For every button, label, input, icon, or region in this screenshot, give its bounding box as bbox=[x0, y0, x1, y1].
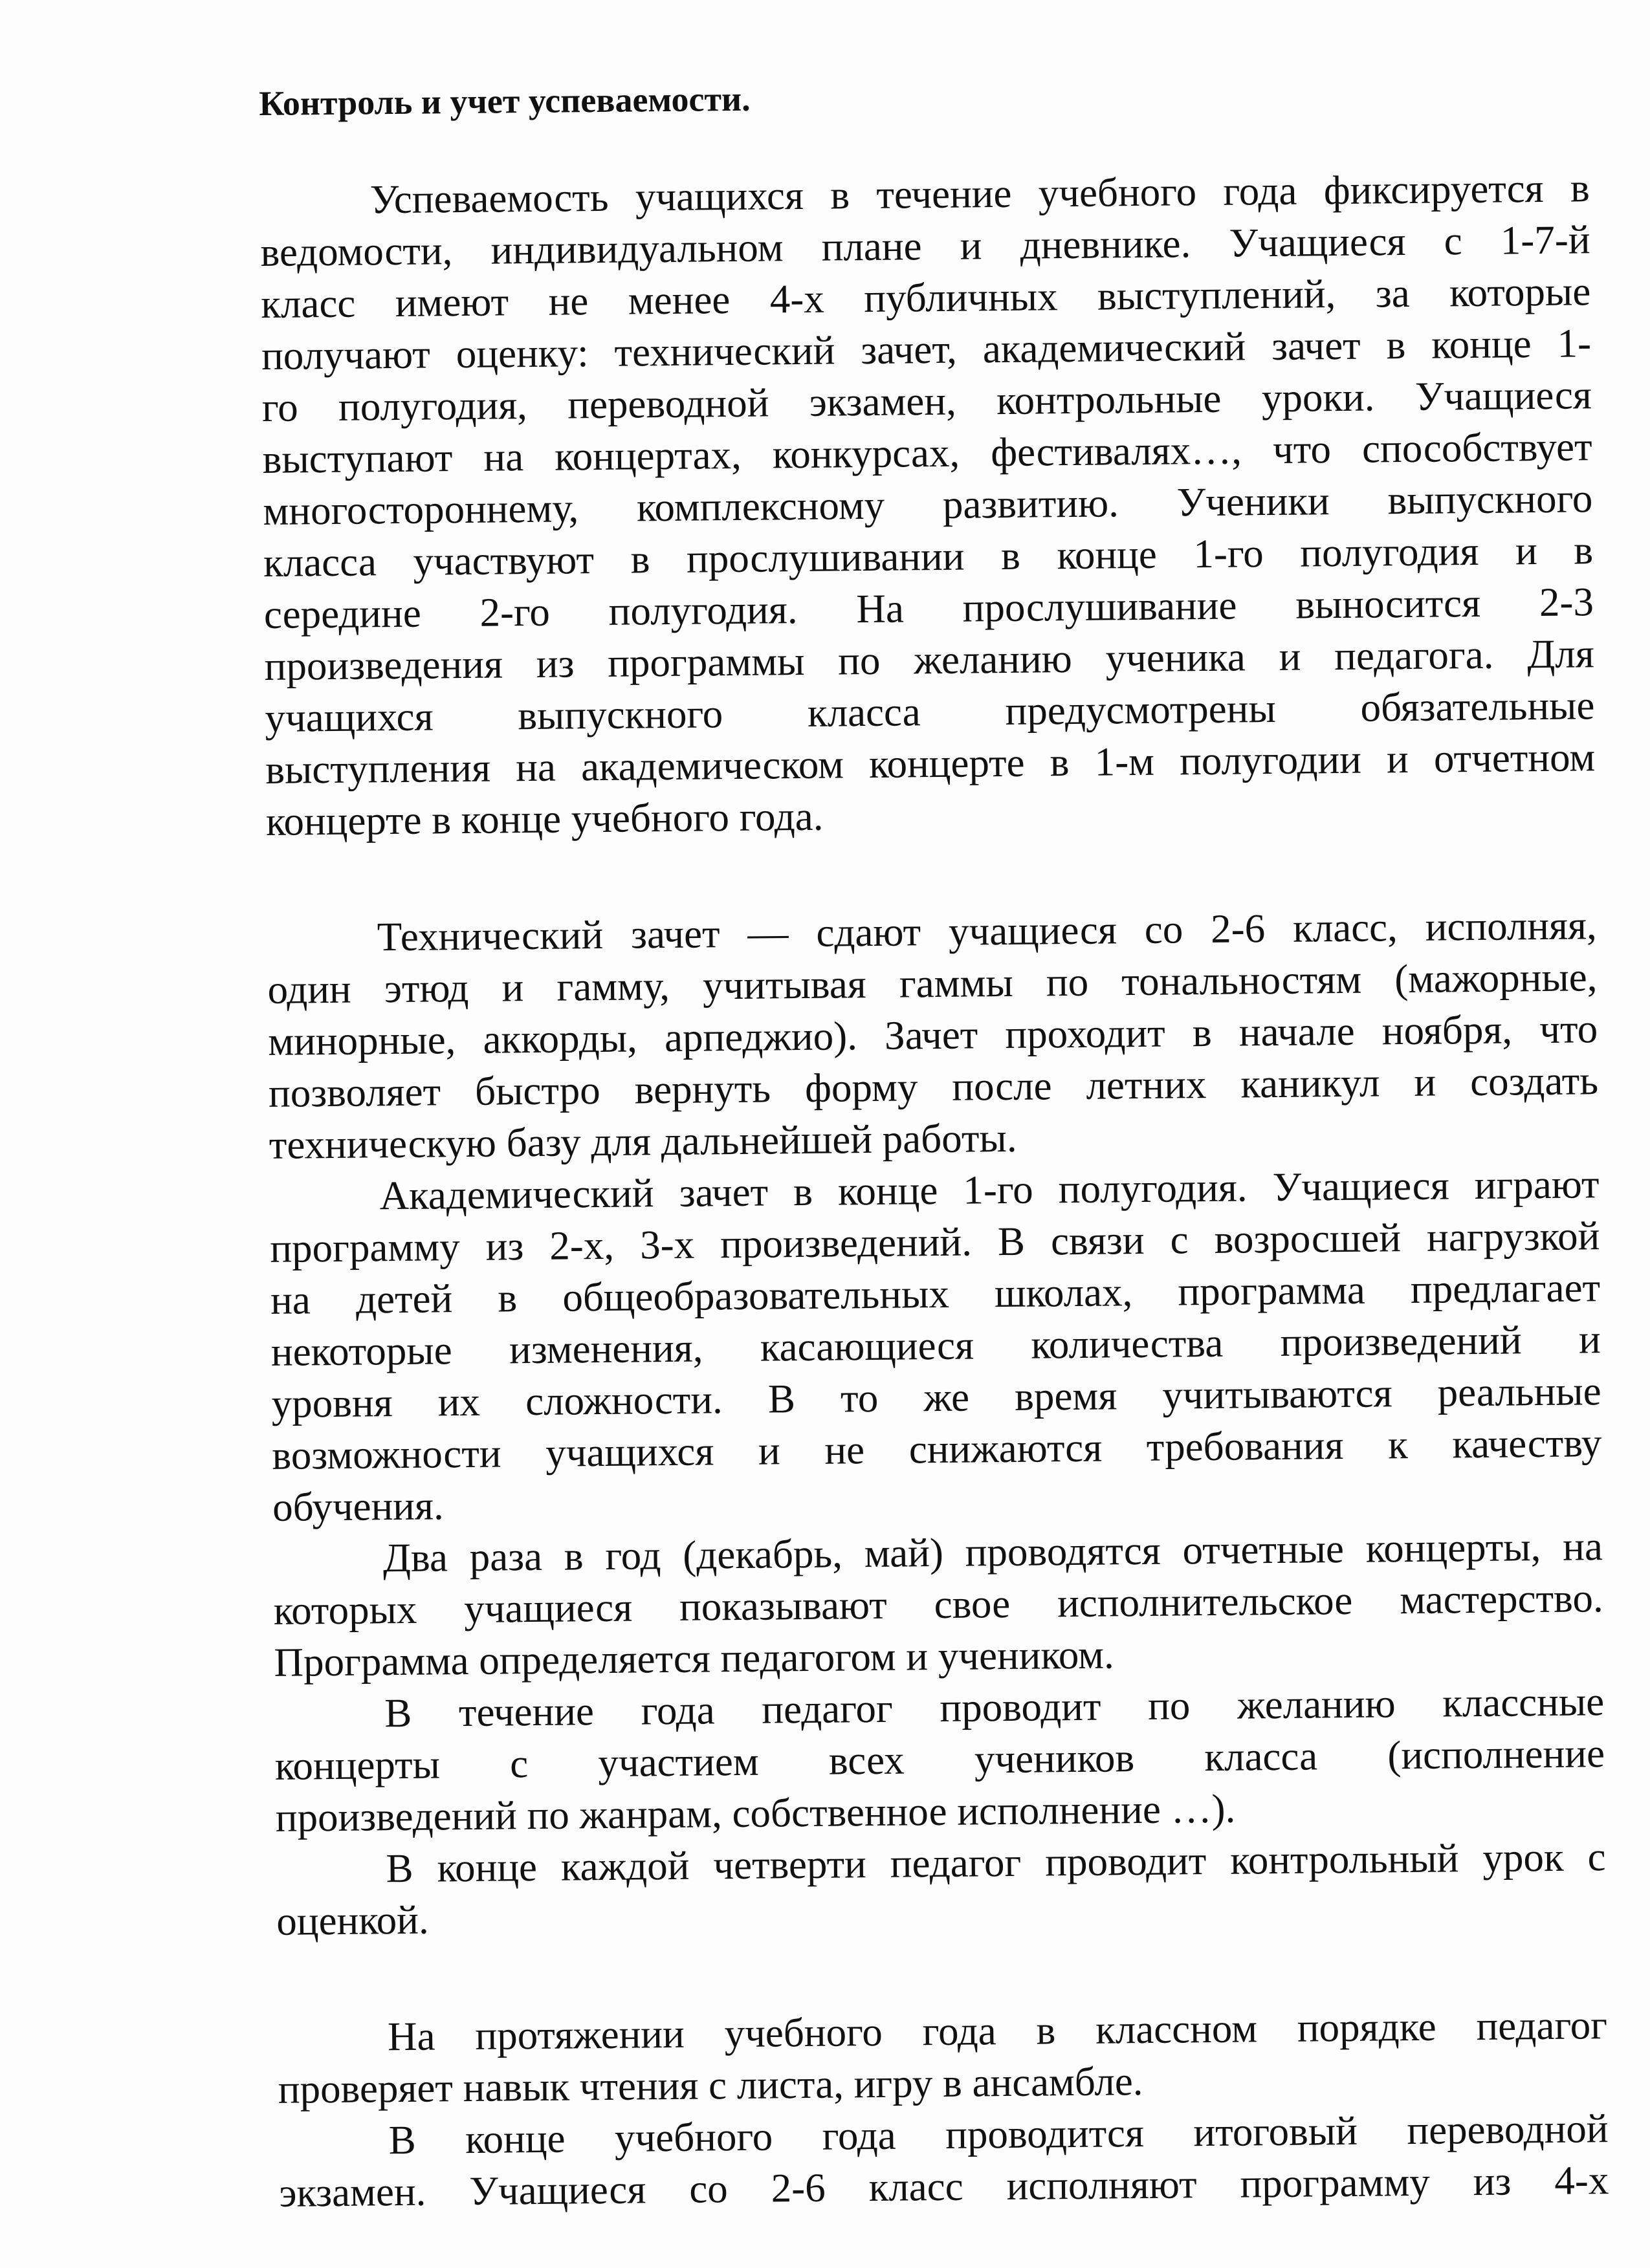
paragraph-final-exam bbox=[278, 2102, 1609, 2219]
text-line: Технический зачет — сдают учащиеся со 2-6 класс, исполняя, bbox=[377, 902, 1598, 960]
text-line: класс имеют не менее 4-х публичных выступлений, за которые bbox=[261, 268, 1591, 327]
document-body bbox=[259, 65, 1609, 2219]
paragraph-report-concerts bbox=[273, 1520, 1604, 1688]
text-line: которых учащиеся показывают свое исполнительское мастерство. bbox=[273, 1575, 1603, 1633]
paragraph-sight-reading bbox=[278, 1999, 1608, 2115]
text-line: техническую базу для дальнейшей работы. bbox=[269, 1115, 1017, 1168]
paragraph-progress-recording bbox=[259, 162, 1596, 847]
paragraph-class-concerts bbox=[274, 1675, 1605, 1844]
text-line: класса участвуют в прослушивании в конце 1-го полугодия и в bbox=[263, 527, 1594, 585]
text-line: экзамен. Учащиеся со 2-6 класс исполняют программу из 4-х bbox=[279, 2157, 1609, 2216]
text-line: проверяет навык чтения с листа, игру в ансамбле. bbox=[278, 2058, 1143, 2112]
text-line: В конце учебного года проводится итоговый переводной bbox=[388, 2106, 1609, 2163]
paragraph-control-lesson bbox=[276, 1831, 1606, 1947]
text-line: концерте в конце учебного года. bbox=[265, 793, 824, 844]
text-line: оценкой. bbox=[276, 1897, 429, 1944]
text-line: выступают на концертах, конкурсах, фестивалях…, что способствует bbox=[262, 424, 1592, 482]
text-line: минорные, аккорды, арпеджио). Зачет проходит в начале ноября, что bbox=[267, 1006, 1598, 1064]
paragraph-academic-test bbox=[269, 1158, 1602, 1533]
text-line: В конце каждой четверти педагог проводит контрольный урок с bbox=[386, 1834, 1606, 1892]
text-line: один этюд и гамму, учитывая гаммы по тональностям (мажорные, bbox=[267, 954, 1598, 1012]
page-title: Контроль и учет успеваемости. bbox=[259, 79, 751, 123]
text-line: середине 2-го полугодия. На прослушивание выносится 2-3 bbox=[263, 579, 1594, 637]
paragraph-technical-test bbox=[267, 899, 1599, 1171]
text-line: На протяжении учебного года в классном порядке педагог bbox=[387, 2002, 1608, 2060]
text-line: возможности учащихся и не снижаются требования к качеству bbox=[272, 1420, 1602, 1478]
text-line: программу из 2-х, 3-х произведений. В связи с возросшей нагрузкой bbox=[270, 1213, 1600, 1271]
text-line: концерты с участием всех учеников класса (исполнение bbox=[274, 1730, 1605, 1789]
text-line: учащихся выпускного класса предусмотрены обязательные bbox=[265, 682, 1595, 741]
paragraph-spacer bbox=[266, 834, 1596, 912]
text-line: позволяет быстро вернуть форму после летних каникул и создать bbox=[268, 1058, 1599, 1116]
text-line: Успеваемость учащихся в течение учебного года фиксируется в bbox=[369, 165, 1590, 223]
text-line: произведений по жанрам, собственное исполнение …). bbox=[275, 1785, 1236, 1840]
paragraph-spacer bbox=[277, 1934, 1607, 2012]
text-line: го полугодия, переводной экзамен, контрольные уроки. Учащиеся bbox=[261, 372, 1592, 430]
text-line: некоторые изменения, касающиеся количества произведений и bbox=[270, 1316, 1601, 1375]
text-line: обучения. bbox=[272, 1483, 445, 1530]
text-line: ведомости, индивидуальном плане и дневнике. Учащиеся с 1-7-й bbox=[260, 217, 1590, 275]
text-line: Программа определяется педагогом и учеником. bbox=[274, 1631, 1115, 1685]
text-line: Академический зачет в конце 1-го полугодия. Учащиеся играют bbox=[379, 1161, 1600, 1219]
text-line: В течение года педагог проводит по желанию классные bbox=[384, 1679, 1605, 1736]
text-line: Два раза в год (декабрь, май) проводятся отчетные концерты, на bbox=[382, 1523, 1603, 1581]
text-line: получают оценку: технический зачет, академический зачет в конце 1- bbox=[261, 320, 1592, 378]
text-line: выступления на академическом концерте в 1-м полугодии и отчетном bbox=[265, 734, 1596, 792]
text-line: уровня их сложности. В то же время учитываются реальные bbox=[271, 1368, 1601, 1426]
text-line: на детей в общеобразовательных школах, программа предлагает bbox=[270, 1265, 1601, 1323]
text-line: произведения из программы по желанию ученика и педагога. Для bbox=[264, 631, 1594, 689]
text-line: многостороннему, комплексному развитию. Ученики выпускного bbox=[263, 475, 1593, 534]
